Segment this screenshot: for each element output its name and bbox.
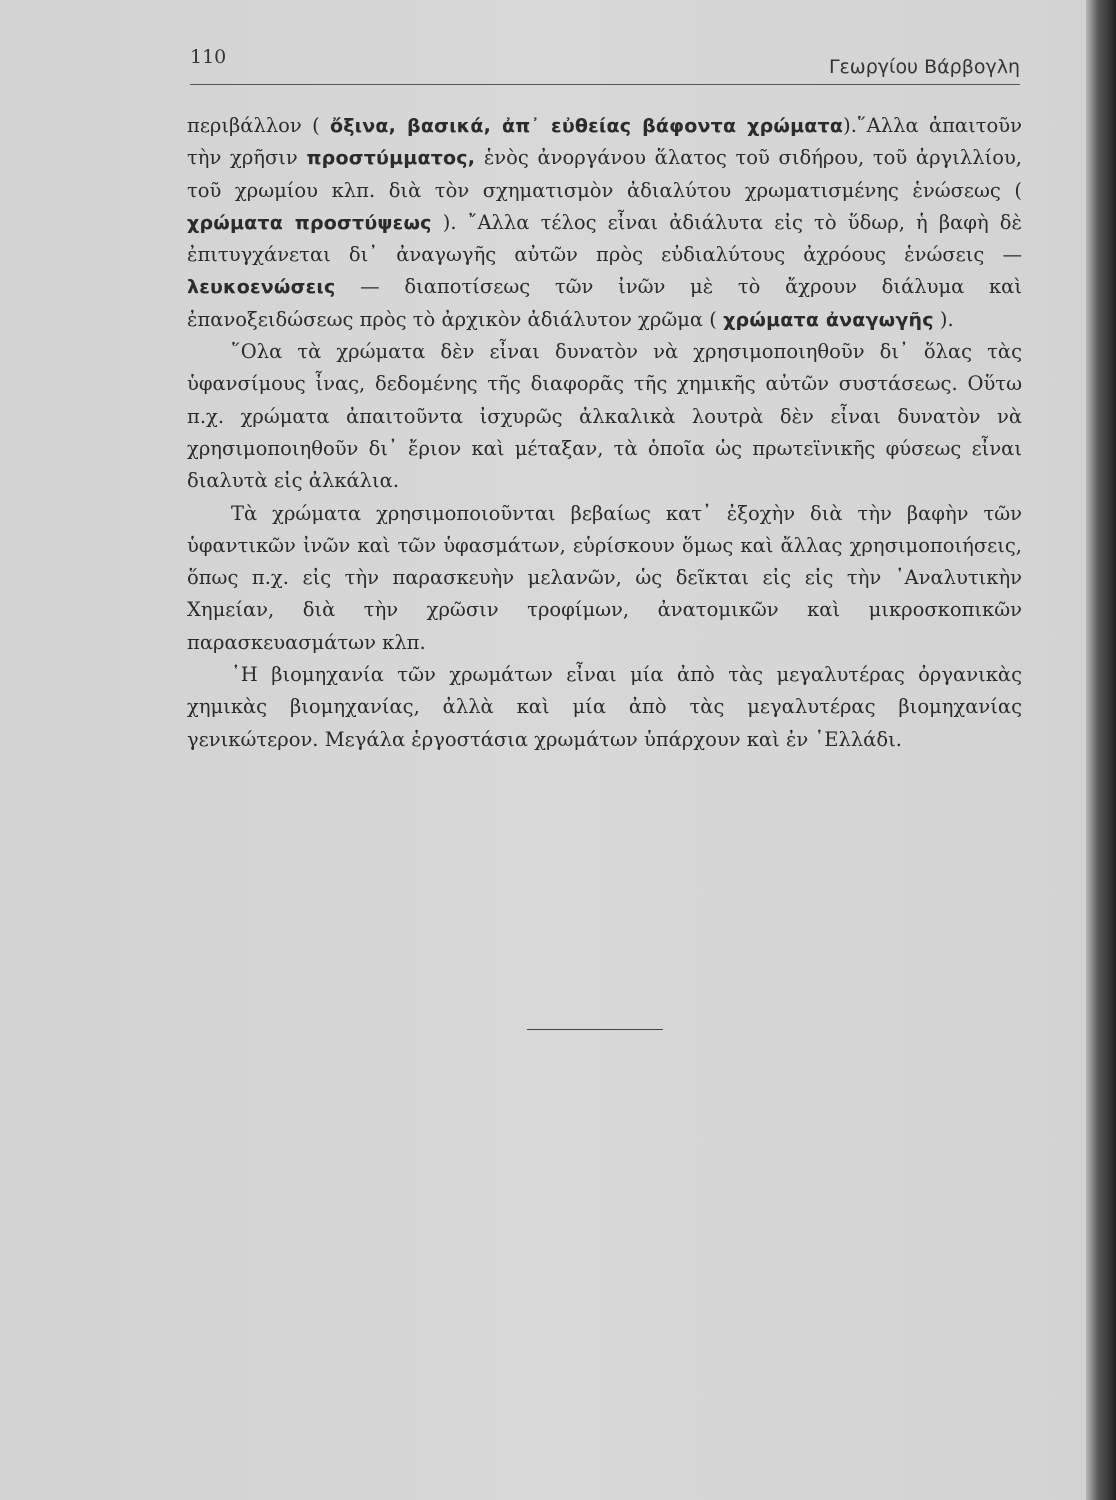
text-run: ). <box>933 307 954 331</box>
bold-term: χρώματα προστύψεως <box>187 211 432 234</box>
text-run: ).῞Αλλα ἀπαιτοῦν τὴν χρῆσιν <box>187 114 1022 170</box>
text-run: ἑνὸς ἀνοργάνου ἅλατος τοῦ σιδήρου, τοῦ ἀργιλλίου, τοῦ χρωμίου κλπ. διὰ τὸν σχηματισμὸν ἀδιαλύτου χρωματισμένης ἑνώσεως ( <box>187 146 1023 202</box>
paragraph <box>187 336 1022 497</box>
bold-term: χρώματα ἀναγωγῆς <box>723 308 934 331</box>
header-rule <box>190 84 1020 85</box>
section-end-rule <box>527 1029 663 1030</box>
text-run: ῞Ολα τὰ χρώματα δὲν εἶναι δυνατὸν νὰ χρησιμοποιηθοῦν δι᾽ ὅλας τὰς ὑφανσίμους ἶνας, δεδομένης τῆς διαφορᾶς τῆς χημικῆς αὐτῶν συστάσεως. Οὕτω π.χ. χρώματα ἀπαιτοῦντα ἰσχυρῶς ἀλκαλικὰ λουτρὰ δὲν εἶναι δυνατὸν νὰ χρησιμοποιηθοῦν δι᾽ ἔριον καὶ μέταξαν, τὰ ὁποῖα ὡς πρωτεϊνικῆς φύσεως εἶναι διαλυτὰ εἰς ἀλκάλια. <box>187 340 1022 493</box>
text-run: ). ῎Αλλα τέλος εἶναι ἀδιάλυτα εἰς τὸ ὕδωρ, ἡ βαφὴ δὲ ἐπιτυγχάνεται δι᾽ ἀναγωγῆς αὐτῶν πρὸς εὐδιαλύτους ἀχρόους ἑνώσεις — <box>187 210 1022 267</box>
paragraph <box>187 498 1022 659</box>
bold-term: προστύμματος, <box>306 147 476 170</box>
body-text <box>187 110 1022 756</box>
text-run: περιβάλλον ( <box>187 114 330 137</box>
paragraph <box>187 659 1022 756</box>
text-run: — διαποτίσεως τῶν ἰνῶν μὲ τὸ ἄχρουν διάλυμα καὶ ἐπανοξειδώσεως πρὸς τὸ ἀρχικὸν ἀδιάλυτον χρῶμα ( <box>187 275 1022 331</box>
bold-term: ὄξινα, βασικά, ἀπ᾽ εὐθείας βάφοντα χρώματα <box>330 115 844 137</box>
running-title: Γεωργίου Βάρβογλη <box>828 56 1020 78</box>
book-spine-shadow <box>1086 0 1116 1500</box>
page-number: 110 <box>190 46 227 68</box>
page-header <box>190 40 1020 90</box>
text-run: Τὰ χρώματα χρησιμοποιοῦνται βεβαίως κατ᾽ ἐξοχὴν διὰ τὴν βαφὴν τῶν ὑφαντικῶν ἰνῶν καὶ τῶν ὑφασμάτων, εὑρίσκουν ὅμως καὶ ἄλλας χρησιμοποιήσεις, ὅπως π.χ. εἰς τὴν παρασκευὴν μελανῶν, ὡς δεῖκται εἰς εἰς τὴν ᾿Αναλυτικὴν Χημείαν, διὰ τὴν χρῶσιν τροφίμων, ἀνατομικῶν καὶ μικροσκοπικῶν παρασκευασμάτων κλπ. <box>187 501 1022 654</box>
paragraph <box>187 110 1022 336</box>
text-run: ῾Η βιομηχανία τῶν χρωμάτων εἶναι μία ἀπὸ τὰς μεγαλυτέρας ὀργανικὰς χημικὰς βιομηχανίας, ἀλλὰ καὶ μία ἀπὸ τὰς μεγαλυτέρας βιομηχανίας γενικώτερον. Μεγάλα ἐργοστάσια χρωμάτων ὑπάρχουν καὶ ἐν ῾Ελλάδι. <box>187 663 1022 751</box>
bold-term: λευκοενώσεις <box>187 276 336 299</box>
